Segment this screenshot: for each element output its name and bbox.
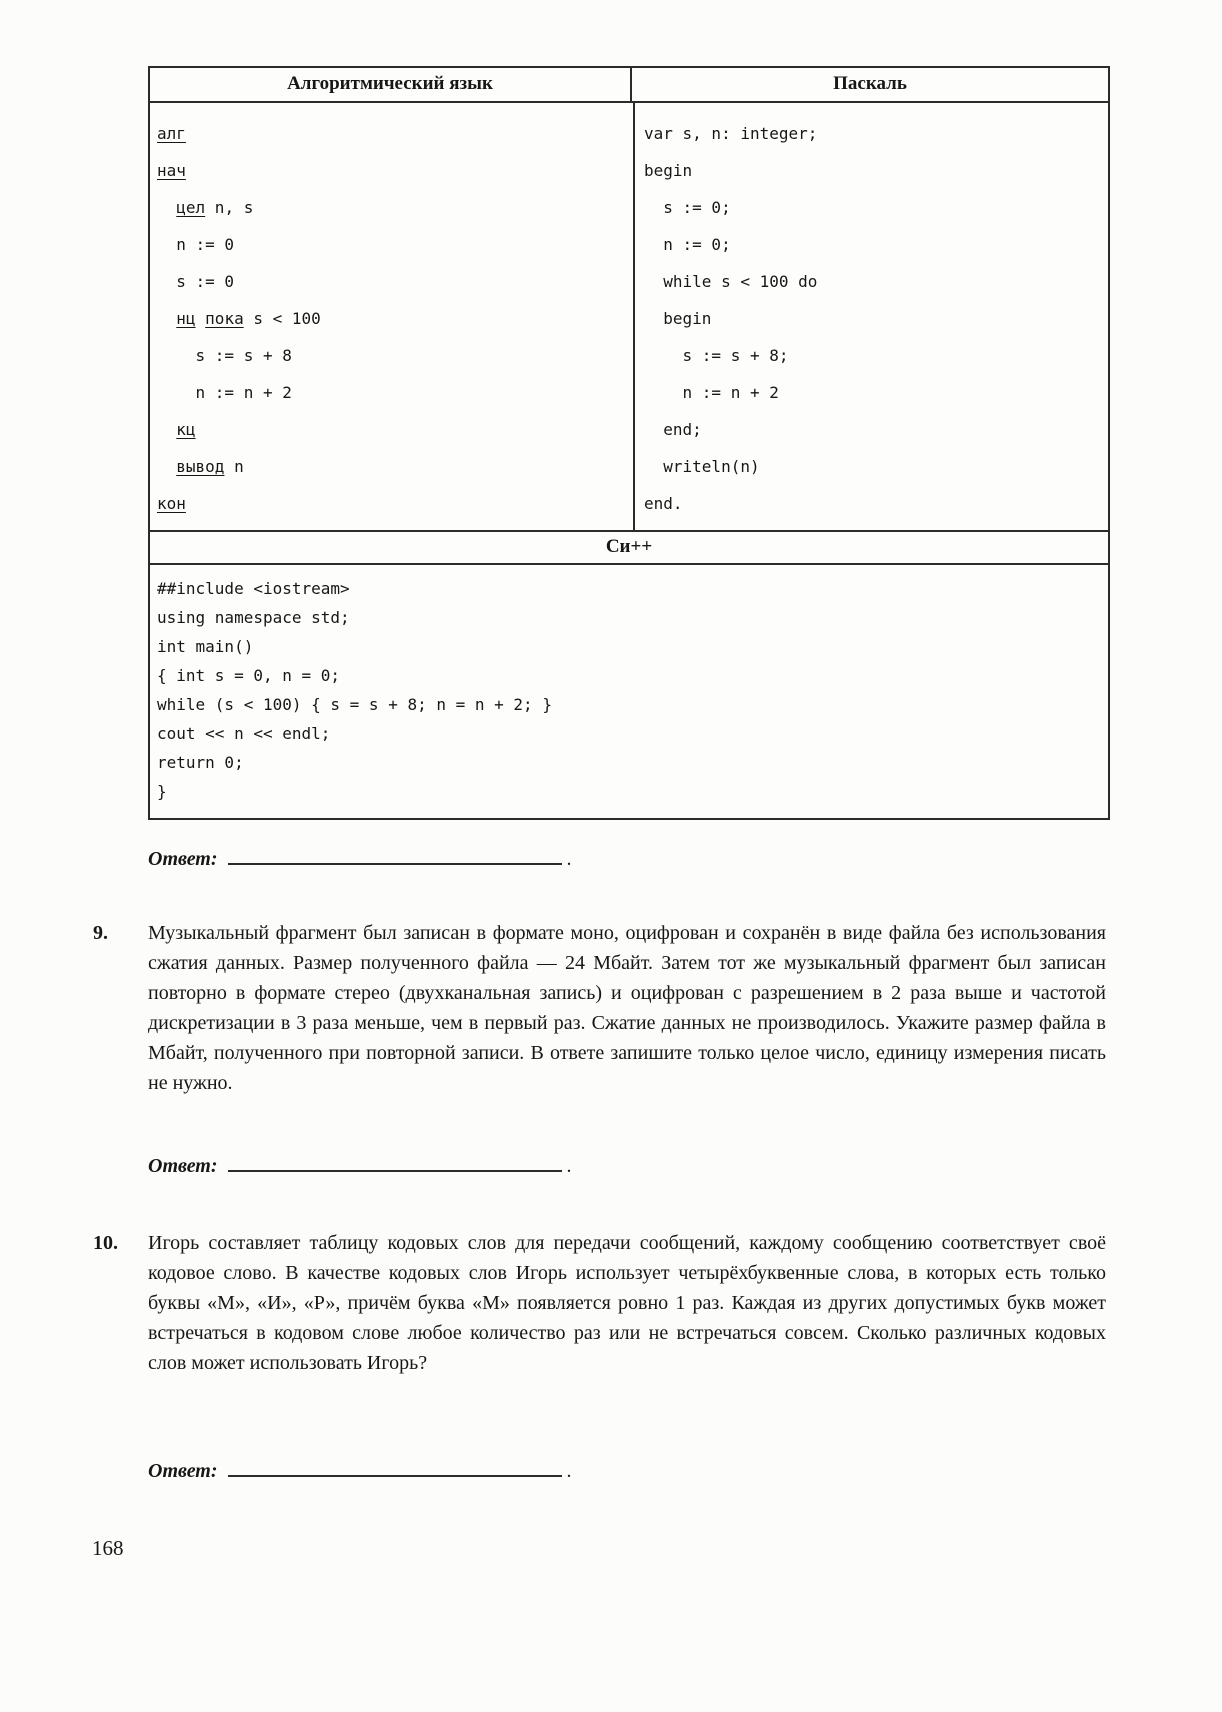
code-line: while s < 100 do: [644, 272, 818, 291]
problem-9-text: Музыкальный фрагмент был записан в формате моно, оцифрован и сохранён в виде файла без использования сжатия данных. Размер полученного файла — 24 Мбайт. Затем тот же музыкальный фрагмент был записан повторно в формате стерео (двухканальная запись) и оцифрован с разрешением в 2 раза выше и частотой дискретизации в 3 раза меньше, чем в первый раз. Сжатие данных не производилось. Укажите размер файла в Мбайт, полученного при повторной записи. В ответе запишите только целое число, единицу измерения писать не нужно.: [148, 922, 1106, 1094]
code-line: алг: [157, 124, 186, 143]
code-line: cout << n << endl;: [157, 724, 331, 743]
code-line: begin: [644, 161, 693, 180]
code-line: using namespace std;: [157, 608, 350, 627]
problem-10-text: Игорь составляет таблицу кодовых слов для передачи сообщений, каждому сообщению соответствует своё кодовое слово. В качестве кодовых слов Игорь использует четырёхбуквенные слова, в которых есть только буквы «М», «И», «Р», причём буква «М» появляется ровно 1 раз. Каждая из других допустимых букв может встречаться в кодовом слове любое количество раз или не встречаться совсем. Сколько различных кодовых слов может использовать Игорь?: [148, 1232, 1106, 1374]
answer-label: Ответ:: [148, 1460, 218, 1482]
code-line: вывод n: [176, 457, 244, 476]
answer-line-9: [148, 1150, 572, 1178]
answer-line-8: [148, 843, 572, 871]
code-line: end;: [644, 420, 702, 439]
code-line: нц пока s < 100: [176, 309, 321, 328]
cpp-code-cell: [150, 565, 1108, 818]
code-line: кон: [157, 494, 186, 513]
problem-10: [93, 1228, 1106, 1378]
table-header-row: [150, 68, 1108, 103]
answer-label: Ответ:: [148, 848, 218, 870]
answer-blank: [228, 1455, 562, 1477]
answer-label: Ответ:: [148, 1155, 218, 1177]
code-line: кц: [176, 420, 196, 439]
code-line: n := 0;: [644, 235, 731, 254]
code-line: var s, n: integer;: [644, 124, 818, 143]
table-header-pascal: Паскаль: [833, 73, 907, 94]
page-number: 168: [92, 1536, 124, 1560]
code-line: { int s = 0, n = 0;: [157, 666, 341, 685]
problem-9-number: 9.: [93, 922, 108, 944]
code-line: n := 0: [157, 235, 235, 254]
code-line: n := n + 2: [644, 383, 779, 402]
code-line: begin: [644, 309, 712, 328]
answer-suffix: .: [566, 1155, 572, 1177]
answer-line-10: [148, 1455, 572, 1483]
code-comparison-table: [148, 66, 1110, 820]
code-line: цел n, s: [176, 198, 254, 217]
algorithmic-code-cell: [150, 103, 635, 530]
problem-10-number: 10.: [93, 1232, 118, 1254]
code-line: int main(): [157, 637, 254, 656]
code-line: нач: [157, 161, 186, 180]
pascal-code-cell: [635, 103, 1108, 530]
table-header-cpp: Си++: [150, 530, 1108, 565]
answer-suffix: .: [566, 1460, 572, 1482]
code-line: ##include <iostream>: [157, 579, 350, 598]
answer-blank: [228, 1150, 562, 1172]
code-line: s := 0;: [644, 198, 731, 217]
answer-blank: [228, 843, 562, 865]
answer-suffix: .: [566, 848, 572, 870]
code-line: s := s + 8;: [644, 346, 789, 365]
code-line: writeln(n): [644, 457, 760, 476]
code-line: while (s < 100) { s = s + 8; n = n + 2; }: [157, 695, 552, 714]
table-body-row: [150, 103, 1108, 530]
code-line: s := s + 8: [157, 346, 292, 365]
code-line: }: [157, 782, 167, 801]
code-line: end.: [644, 494, 683, 513]
problem-9: [93, 918, 1106, 1098]
code-line: n := n + 2: [157, 383, 292, 402]
code-line: return 0;: [157, 753, 244, 772]
table-header-algorithmic: Алгоритмический язык: [150, 68, 632, 101]
code-line: s := 0: [157, 272, 235, 291]
